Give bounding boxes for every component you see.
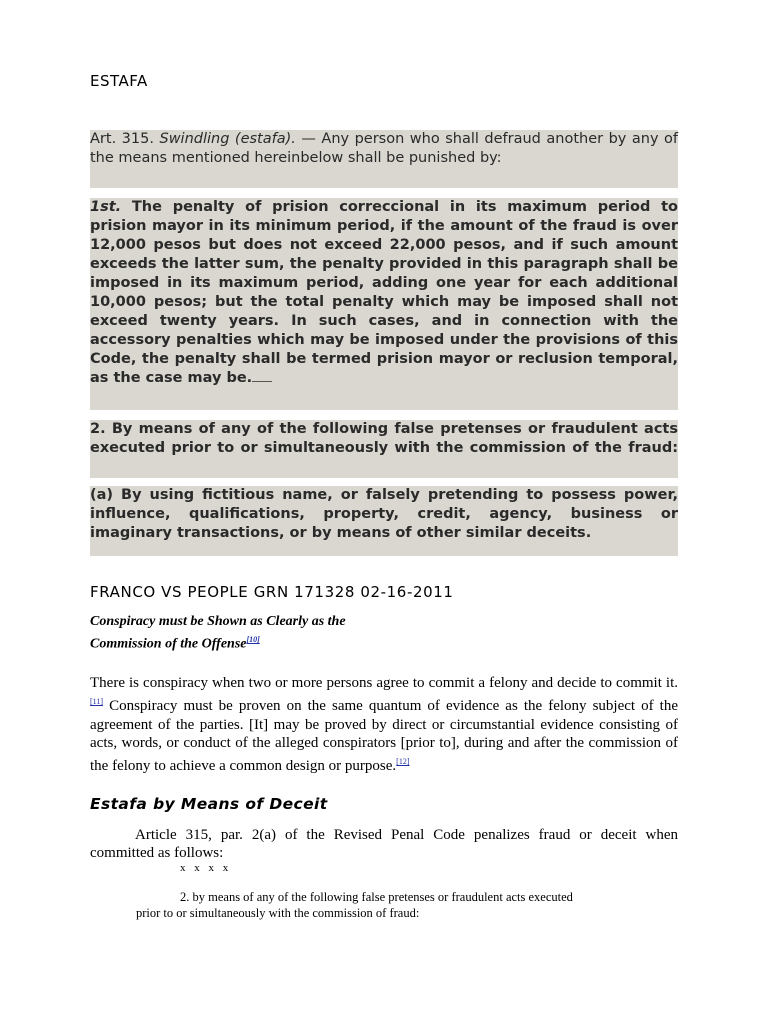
first-label: 1st. <box>90 199 122 215</box>
conspiracy-heading-line2: Commission of the Offense <box>90 636 247 652</box>
omission-marker: x x x x <box>180 862 232 874</box>
footnote-link-11[interactable]: [11] <box>90 696 104 706</box>
article-title: Swindling (estafa). <box>159 131 296 147</box>
footnote-link-10[interactable]: [10] <box>246 635 260 644</box>
blank-underline <box>252 369 272 382</box>
case-title: FRANCO VS PEOPLE GRN 171328 02-16-2011 <box>90 583 454 601</box>
article-intro-paragraph <box>90 130 678 188</box>
conspiracy-paragraph <box>90 674 678 776</box>
conspiracy-text-1: There is conspiracy when two or more persons agree to commit a felony and decide to commit it. <box>90 675 678 691</box>
article-315-paragraph: Article 315, par. 2(a) of the Revised Penal Code penalizes fraud or deceit when committed as follows: <box>90 827 678 861</box>
first-penalty-text: The penalty of prision correccional in its maximum period to prision mayor in its minimum period, if the amount of the fraud is over 12,000 pesos but does not exceed 22,000 pesos, and if such amount exceeds the latter sum, the penalty provided in this paragraph shall be imposed in its maximum period, adding one year for each additional 10,000 pesos; but the total penalty which may be imposed shall not exceed twenty years. In such cases, and in connection with the accessory penalties which may be imposed under the provisions of this Code, the penalty shall be termed prision mayor or reclusion temporal, as the case may be. <box>90 199 678 386</box>
article-number: Art. 315. <box>90 131 154 147</box>
estafa-deceit-heading: Estafa by Means of Deceit <box>90 795 328 813</box>
first-penalty-paragraph <box>90 198 678 410</box>
second-means-paragraph: 2. By means of any of the following false pretenses or fraudulent acts executed prior to or simultaneously with the commission of the fraud: <box>90 420 678 478</box>
second-a-paragraph: (a) By using fictitious name, or falsely pretending to possess power, influence, qualifications, property, credit, agency, business or imaginary transactions, or by means of other similar deceits. <box>90 486 678 556</box>
document-heading: ESTAFA <box>90 72 148 90</box>
footnote-link-12[interactable]: [12] <box>396 757 410 767</box>
conspiracy-heading-line1: Conspiracy must be Shown as Clearly as the <box>90 614 346 629</box>
quote-line-2: prior to or simultaneously with the commission of fraud: <box>136 906 420 920</box>
quoted-provision <box>136 889 656 921</box>
conspiracy-heading <box>90 613 346 654</box>
conspiracy-text-2: Conspiracy must be proven on the same quantum of evidence as the felony subject of the agreement of the parties. [It] may be proved by direct or circumstantial evidence consisting of acts, words, or conduct of the alleged conspirators [prior to], during and after the commission of the felony to achieve a common design or purpose. <box>90 697 678 775</box>
article-intro-text: — Any person who shall defraud another by any of the means mentioned hereinbelow shall be punished by: <box>90 131 679 166</box>
quote-line-1: 2. by means of any of the following false pretenses or fraudulent acts executed <box>180 890 573 904</box>
